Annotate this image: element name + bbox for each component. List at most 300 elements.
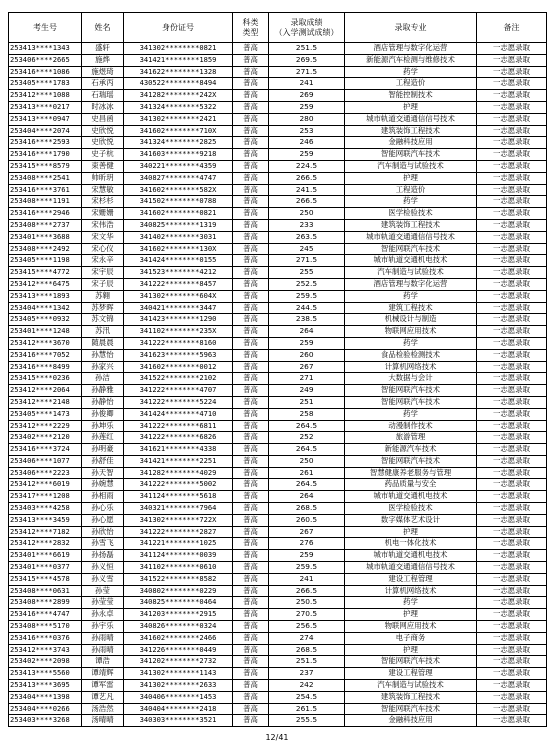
category-cell: 普高 <box>233 101 269 113</box>
table-row <box>9 621 547 633</box>
score-cell: 255 <box>269 267 345 279</box>
major-cell: 酒店管理与数字化运营 <box>345 43 477 55</box>
header-score: 录取成绩 （入学测试成绩） <box>269 13 345 43</box>
note-cell: 一志愿录取 <box>477 78 547 90</box>
category-cell: 普高 <box>233 208 269 220</box>
table-row <box>9 149 547 161</box>
table-row <box>9 703 547 715</box>
score-cell: 267 <box>269 361 345 373</box>
exam-id-cell: 253416****3724 <box>9 444 82 456</box>
name-cell: 苏文锦 <box>82 314 124 326</box>
category-cell: 普高 <box>233 503 269 515</box>
table-row <box>9 219 547 231</box>
score-cell: 268.5 <box>269 503 345 515</box>
note-cell: 一志愿录取 <box>477 66 547 78</box>
category-cell: 普高 <box>233 680 269 692</box>
id-card-cell: 341602********2466 <box>124 632 233 644</box>
note-cell: 一志愿录取 <box>477 349 547 361</box>
id-card-cell: 341222********5002 <box>124 479 233 491</box>
name-cell: 孙永卓 <box>82 609 124 621</box>
id-card-cell: 341602********0012 <box>124 361 233 373</box>
name-cell: 孙莲红 <box>82 432 124 444</box>
exam-id-cell: 253413****5560 <box>9 668 82 680</box>
score-cell: 233 <box>269 219 345 231</box>
name-cell: 石瑞瑶 <box>82 90 124 102</box>
major-cell: 建设工程管理 <box>345 668 477 680</box>
table-row <box>9 373 547 385</box>
exam-id-cell: 253412****2229 <box>9 420 82 432</box>
exam-id-cell: 253408****0631 <box>9 585 82 597</box>
id-card-cell: 341222********2827 <box>124 526 233 538</box>
note-cell: 一志愿录取 <box>477 149 547 161</box>
score-cell: 266.5 <box>269 196 345 208</box>
major-cell: 药学 <box>345 597 477 609</box>
name-cell: 束善健 <box>82 160 124 172</box>
id-card-cell: 341324********5322 <box>124 101 233 113</box>
table-row <box>9 184 547 196</box>
note-cell: 一志愿录取 <box>477 43 547 55</box>
name-cell: 孙义恒 <box>82 562 124 574</box>
note-cell: 一志愿录取 <box>477 680 547 692</box>
id-card-cell: 341282********4029 <box>124 467 233 479</box>
category-cell: 普高 <box>233 278 269 290</box>
id-card-cell: 340827********4747 <box>124 172 233 184</box>
id-card-cell: 341222********8457 <box>124 278 233 290</box>
header-major: 录取专业 <box>345 13 477 43</box>
table-row <box>9 243 547 255</box>
category-cell: 普高 <box>233 43 269 55</box>
note-cell: 一志愿录取 <box>477 644 547 656</box>
table-row <box>9 337 547 349</box>
id-card-cell: 340406********1453 <box>124 691 233 703</box>
major-cell: 护理 <box>345 101 477 113</box>
table-row <box>9 125 547 137</box>
table-row <box>9 668 547 680</box>
note-cell: 一志愿录取 <box>477 455 547 467</box>
id-card-cell: 341102********235X <box>124 326 233 338</box>
score-cell: 256.5 <box>269 621 345 633</box>
name-cell: 孙天智 <box>82 467 124 479</box>
id-card-cell: 340825********0464 <box>124 597 233 609</box>
id-card-cell: 341222********6826 <box>124 432 233 444</box>
note-cell: 一志愿录取 <box>477 420 547 432</box>
exam-id-cell: 253408****1191 <box>9 196 82 208</box>
name-cell: 苏翱 <box>82 290 124 302</box>
name-cell: 孙义雪 <box>82 573 124 585</box>
name-cell: 孙雪飞 <box>82 538 124 550</box>
score-cell: 268.5 <box>269 644 345 656</box>
exam-id-cell: 253416****8499 <box>9 361 82 373</box>
score-cell: 271 <box>269 373 345 385</box>
id-card-cell: 340825********1319 <box>124 219 233 231</box>
exam-id-cell: 253403****3268 <box>9 715 82 727</box>
score-cell: 250.5 <box>269 597 345 609</box>
score-cell: 241.5 <box>269 184 345 196</box>
id-card-cell: 341302********1143 <box>124 668 233 680</box>
category-cell: 普高 <box>233 691 269 703</box>
category-cell: 普高 <box>233 349 269 361</box>
score-cell: 264.5 <box>269 444 345 456</box>
name-cell: 孙雨晴 <box>82 632 124 644</box>
name-cell: 宋宇辰 <box>82 267 124 279</box>
id-card-cell: 341302********0821 <box>124 43 233 55</box>
major-cell: 电子商务 <box>345 632 477 644</box>
category-cell: 普高 <box>233 113 269 125</box>
major-cell: 计算机网络技术 <box>345 585 477 597</box>
name-cell: 盛轩 <box>82 43 124 55</box>
name-cell: 谭浩 <box>82 656 124 668</box>
name-cell: 宋伟浩 <box>82 219 124 231</box>
id-card-cell: 340221********4359 <box>124 160 233 172</box>
major-cell: 城市轨道交通通信信号技术 <box>345 113 477 125</box>
category-cell: 普高 <box>233 420 269 432</box>
table-row <box>9 385 547 397</box>
note-cell: 一志愿录取 <box>477 290 547 302</box>
name-cell: 孙静雅 <box>82 385 124 397</box>
note-cell: 一志愿录取 <box>477 385 547 397</box>
category-cell: 普高 <box>233 54 269 66</box>
name-cell: 时冰冰 <box>82 101 124 113</box>
table-row <box>9 326 547 338</box>
category-cell: 普高 <box>233 184 269 196</box>
table-row <box>9 361 547 373</box>
id-card-cell: 341502********0788 <box>124 196 233 208</box>
major-cell: 建筑装饰工程技术 <box>345 219 477 231</box>
name-cell: 谭艺凡 <box>82 691 124 703</box>
name-cell: 石承丙 <box>82 78 124 90</box>
name-cell: 孙舒佳 <box>82 455 124 467</box>
category-cell: 普高 <box>233 290 269 302</box>
category-cell: 普高 <box>233 314 269 326</box>
exam-id-cell: 253408****2492 <box>9 243 82 255</box>
note-cell: 一志愿录取 <box>477 373 547 385</box>
table-row <box>9 609 547 621</box>
score-cell: 264 <box>269 491 345 503</box>
admission-list <box>8 12 546 727</box>
name-cell: 孙心乐 <box>82 503 124 515</box>
note-cell: 一志愿录取 <box>477 573 547 585</box>
exam-id-cell: 253416****2593 <box>9 137 82 149</box>
category-cell: 普高 <box>233 467 269 479</box>
major-cell: 护理 <box>345 172 477 184</box>
score-cell: 259.5 <box>269 562 345 574</box>
name-cell: 施煜琦 <box>82 66 124 78</box>
exam-id-cell: 253412****3670 <box>9 337 82 349</box>
category-cell: 普高 <box>233 66 269 78</box>
exam-id-cell: 253401****3688 <box>9 231 82 243</box>
table-row <box>9 231 547 243</box>
exam-id-cell: 253408****2541 <box>9 172 82 184</box>
major-cell: 建筑工程技术 <box>345 302 477 314</box>
score-cell: 250 <box>269 455 345 467</box>
category-cell: 普高 <box>233 243 269 255</box>
id-card-cell: 340303********3521 <box>124 715 233 727</box>
category-cell: 普高 <box>233 585 269 597</box>
id-card-cell: 340802********0229 <box>124 585 233 597</box>
category-cell: 普高 <box>233 644 269 656</box>
major-cell: 建设工程管理 <box>345 573 477 585</box>
note-cell: 一志愿录取 <box>477 90 547 102</box>
note-cell: 一志愿录取 <box>477 125 547 137</box>
note-cell: 一志愿录取 <box>477 656 547 668</box>
name-cell: 孙欣怡 <box>82 526 124 538</box>
major-cell: 机电一体化技术 <box>345 538 477 550</box>
score-cell: 267 <box>269 526 345 538</box>
id-card-cell: 341282********242X <box>124 90 233 102</box>
table-row <box>9 644 547 656</box>
table-row <box>9 444 547 456</box>
note-cell: 一志愿录取 <box>477 538 547 550</box>
major-cell: 汽车制造与试验技术 <box>345 680 477 692</box>
note-cell: 一志愿录取 <box>477 219 547 231</box>
category-cell: 普高 <box>233 573 269 585</box>
category-cell: 普高 <box>233 160 269 172</box>
table-row <box>9 90 547 102</box>
table-row <box>9 432 547 444</box>
category-cell: 普高 <box>233 621 269 633</box>
id-card-cell: 341102********0610 <box>124 562 233 574</box>
score-cell: 246 <box>269 137 345 149</box>
score-cell: 269 <box>269 90 345 102</box>
major-cell: 药学 <box>345 290 477 302</box>
id-card-cell: 341302********604X <box>124 290 233 302</box>
id-card-cell: 341421********1859 <box>124 54 233 66</box>
id-card-cell: 341302********722X <box>124 514 233 526</box>
name-cell: 孙家兴 <box>82 361 124 373</box>
category-cell: 普高 <box>233 715 269 727</box>
name-cell: 孙婉慧 <box>82 479 124 491</box>
major-cell: 智能网联汽车技术 <box>345 149 477 161</box>
major-cell: 食品检验检测技术 <box>345 349 477 361</box>
major-cell: 药学 <box>345 408 477 420</box>
exam-id-cell: 253415****0236 <box>9 373 82 385</box>
score-cell: 258 <box>269 408 345 420</box>
name-cell: 史子杭 <box>82 149 124 161</box>
score-cell: 260.5 <box>269 514 345 526</box>
major-cell: 工程造价 <box>345 184 477 196</box>
major-cell: 智慧健康养老服务与管理 <box>345 467 477 479</box>
name-cell: 宋慧敏 <box>82 184 124 196</box>
major-cell: 旅游管理 <box>345 432 477 444</box>
id-card-cell: 341522********2102 <box>124 373 233 385</box>
id-card-cell: 341621********4338 <box>124 444 233 456</box>
exam-id-cell: 253401****0377 <box>9 562 82 574</box>
category-cell: 普高 <box>233 149 269 161</box>
note-cell: 一志愿录取 <box>477 597 547 609</box>
id-card-cell: 340321********7964 <box>124 503 233 515</box>
major-cell: 护理 <box>345 644 477 656</box>
note-cell: 一志愿录取 <box>477 255 547 267</box>
name-cell: 苏梦晖 <box>82 302 124 314</box>
score-cell: 242 <box>269 680 345 692</box>
id-card-cell: 341302********2633 <box>124 680 233 692</box>
exam-id-cell: 253416****1790 <box>9 149 82 161</box>
table-row <box>9 137 547 149</box>
exam-id-cell: 253413****0947 <box>9 113 82 125</box>
name-cell: 孙明豪 <box>82 444 124 456</box>
major-cell: 大数据与会计 <box>345 373 477 385</box>
category-cell: 普高 <box>233 703 269 715</box>
exam-id-cell: 253406****2223 <box>9 467 82 479</box>
table-row <box>9 408 547 420</box>
score-cell: 276 <box>269 538 345 550</box>
note-cell: 一志愿录取 <box>477 668 547 680</box>
category-cell: 普高 <box>233 444 269 456</box>
table-row <box>9 101 547 113</box>
major-cell: 酒店管理与数字化运营 <box>345 278 477 290</box>
note-cell: 一志愿录取 <box>477 278 547 290</box>
name-cell: 孙莹莹 <box>82 597 124 609</box>
exam-id-cell: 253404****0266 <box>9 703 82 715</box>
name-cell: 孙静怡 <box>82 396 124 408</box>
name-cell: 孙雨晴 <box>82 644 124 656</box>
id-card-cell: 341603********9218 <box>124 149 233 161</box>
note-cell: 一志愿录取 <box>477 113 547 125</box>
exam-id-cell: 253412****1088 <box>9 90 82 102</box>
table-row <box>9 290 547 302</box>
note-cell: 一志愿录取 <box>477 302 547 314</box>
major-cell: 智能网联汽车技术 <box>345 656 477 668</box>
exam-id-cell: 253408****5170 <box>9 621 82 633</box>
score-cell: 271.5 <box>269 66 345 78</box>
exam-id-cell: 253402****2098 <box>9 656 82 668</box>
id-card-cell: 341602********710X <box>124 125 233 137</box>
score-cell: 259 <box>269 101 345 113</box>
major-cell: 工程造价 <box>345 78 477 90</box>
table-row <box>9 491 547 503</box>
name-cell: 孙宇乐 <box>82 621 124 633</box>
name-cell: 宋永辛 <box>82 255 124 267</box>
exam-id-cell: 253412****3743 <box>9 644 82 656</box>
category-cell: 普高 <box>233 609 269 621</box>
note-cell: 一志愿录取 <box>477 101 547 113</box>
table-row <box>9 514 547 526</box>
exam-id-cell: 253415****8579 <box>9 160 82 172</box>
table-row <box>9 267 547 279</box>
table-row <box>9 43 547 55</box>
table-row <box>9 632 547 644</box>
id-card-cell: 341222********6811 <box>124 420 233 432</box>
score-cell: 280 <box>269 113 345 125</box>
major-cell: 智能网联汽车技术 <box>345 703 477 715</box>
exam-id-cell: 253412****2064 <box>9 385 82 397</box>
exam-id-cell: 253404****1342 <box>9 302 82 314</box>
table-row <box>9 349 547 361</box>
note-cell: 一志愿录取 <box>477 514 547 526</box>
major-cell: 金融科技应用 <box>345 715 477 727</box>
name-cell: 帅昕玥 <box>82 172 124 184</box>
category-cell: 普高 <box>233 526 269 538</box>
id-card-cell: 341424********0155 <box>124 255 233 267</box>
score-cell: 259 <box>269 337 345 349</box>
score-cell: 241 <box>269 78 345 90</box>
score-cell: 259 <box>269 149 345 161</box>
note-cell: 一志愿录取 <box>477 491 547 503</box>
table-row <box>9 550 547 562</box>
name-cell: 孙莹 <box>82 585 124 597</box>
header-name: 姓名 <box>82 13 124 43</box>
score-cell: 249 <box>269 385 345 397</box>
category-cell: 普高 <box>233 455 269 467</box>
id-card-cell: 341302********2421 <box>124 113 233 125</box>
major-cell: 城市轨道交通通信信号技术 <box>345 231 477 243</box>
name-cell: 宋姗姗 <box>82 208 124 220</box>
score-cell: 241 <box>269 573 345 585</box>
table-row <box>9 314 547 326</box>
category-cell: 普高 <box>233 302 269 314</box>
category-cell: 普高 <box>233 562 269 574</box>
category-cell: 普高 <box>233 326 269 338</box>
table-row <box>9 66 547 78</box>
note-cell: 一志愿录取 <box>477 196 547 208</box>
name-cell: 汤晴晴 <box>82 715 124 727</box>
note-cell: 一志愿录取 <box>477 479 547 491</box>
score-cell: 274 <box>269 632 345 644</box>
table-row <box>9 585 547 597</box>
score-cell: 264.5 <box>269 479 345 491</box>
table-row <box>9 208 547 220</box>
name-cell: 施烨 <box>82 54 124 66</box>
id-card-cell: 341124********0039 <box>124 550 233 562</box>
exam-id-cell: 253413****1893 <box>9 290 82 302</box>
major-cell: 智能网联汽车技术 <box>345 243 477 255</box>
score-cell: 224.5 <box>269 160 345 172</box>
id-card-cell: 341203********2915 <box>124 609 233 621</box>
note-cell: 一志愿录取 <box>477 231 547 243</box>
major-cell: 医学检验技术 <box>345 208 477 220</box>
exam-id-cell: 253406****2665 <box>9 54 82 66</box>
major-cell: 城市轨道交通机电技术 <box>345 491 477 503</box>
category-cell: 普高 <box>233 172 269 184</box>
score-cell: 238.5 <box>269 314 345 326</box>
id-card-cell: 341424********4710 <box>124 408 233 420</box>
note-cell: 一志愿录取 <box>477 609 547 621</box>
category-cell: 普高 <box>233 231 269 243</box>
exam-id-cell: 253408****2737 <box>9 219 82 231</box>
major-cell: 建筑装饰工程技术 <box>345 691 477 703</box>
name-cell: 史昌函 <box>82 113 124 125</box>
category-cell: 普高 <box>233 632 269 644</box>
table-row <box>9 467 547 479</box>
major-cell: 城市轨道交通通信信号技术 <box>345 562 477 574</box>
score-cell: 266.5 <box>269 172 345 184</box>
exam-id-cell: 253412****7182 <box>9 526 82 538</box>
exam-id-cell: 253416****4747 <box>9 609 82 621</box>
exam-id-cell: 253413****3695 <box>9 680 82 692</box>
note-cell: 一志愿录取 <box>477 172 547 184</box>
score-cell: 251.5 <box>269 43 345 55</box>
major-cell: 物联网应用技术 <box>345 326 477 338</box>
note-cell: 一志愿录取 <box>477 526 547 538</box>
note-cell: 一志愿录取 <box>477 208 547 220</box>
category-cell: 普高 <box>233 90 269 102</box>
major-cell: 城市轨道交通机电技术 <box>345 550 477 562</box>
exam-id-cell: 253405****1198 <box>9 255 82 267</box>
note-cell: 一志愿录取 <box>477 326 547 338</box>
category-cell: 普高 <box>233 196 269 208</box>
major-cell: 新能源汽车检测与维修技术 <box>345 54 477 66</box>
major-cell: 护理 <box>345 609 477 621</box>
major-cell: 数字媒体艺术设计 <box>345 514 477 526</box>
score-cell: 255.5 <box>269 715 345 727</box>
note-cell: 一志愿录取 <box>477 585 547 597</box>
note-cell: 一志愿录取 <box>477 243 547 255</box>
major-cell: 药学 <box>345 337 477 349</box>
category-cell: 普高 <box>233 78 269 90</box>
major-cell: 物联网应用技术 <box>345 621 477 633</box>
name-cell: 孙心愿 <box>82 514 124 526</box>
note-cell: 一志愿录取 <box>477 160 547 172</box>
